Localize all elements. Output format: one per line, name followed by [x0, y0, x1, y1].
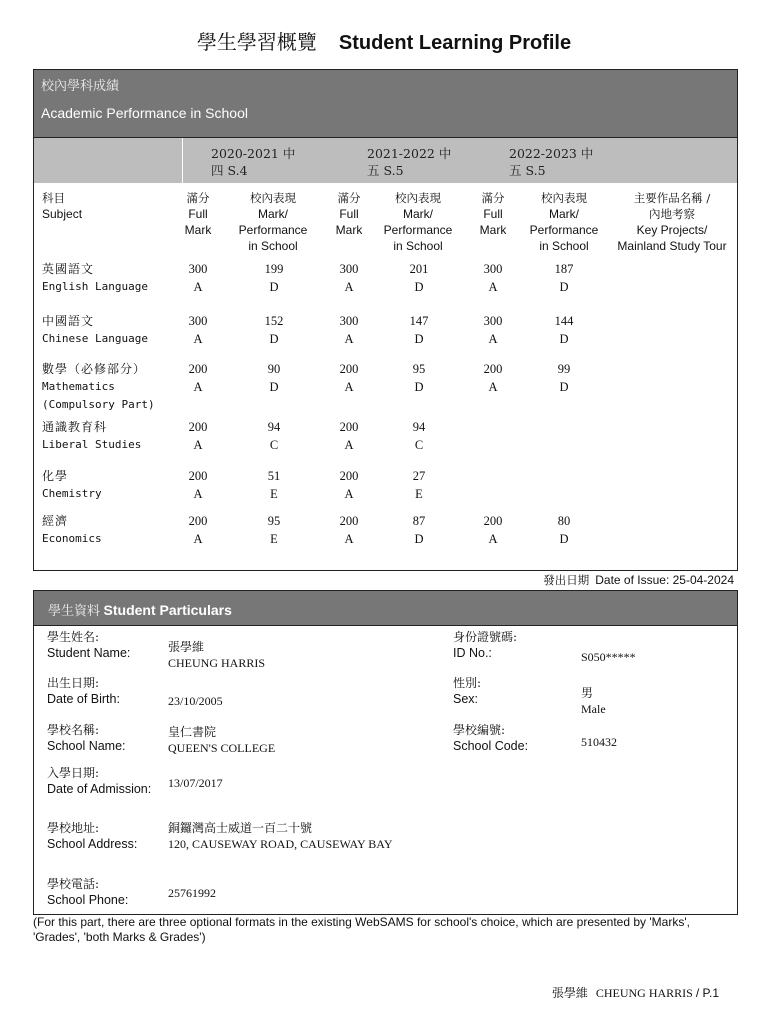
performance-cell-value: 99 [557, 362, 571, 376]
performance-cell-grade: D [269, 380, 279, 394]
header-en: Mark [335, 223, 363, 237]
performance-cell-grade: C [269, 438, 279, 452]
address-label [47, 820, 137, 852]
full-mark-cell [324, 467, 374, 503]
performance-cell [394, 467, 444, 503]
label-zh: 學校地址: [47, 821, 100, 835]
subject-name [42, 512, 102, 548]
label-en: School Code: [453, 739, 529, 753]
school-name-label [47, 722, 126, 754]
value-en: 120, CAUSEWAY ROAD, CAUSEWAY BAY [168, 837, 393, 851]
full-mark-cell-grade: A [488, 332, 498, 346]
performance-cell-value: 201 [409, 262, 429, 276]
performance-cell [249, 512, 299, 548]
full-mark-cell-value: 200 [339, 469, 359, 483]
full-mark-cell [324, 312, 374, 348]
performance-cell-grade: D [414, 380, 424, 394]
full-mark-cell-grade: A [193, 438, 203, 452]
label-zh: 身份證號碼: [453, 630, 518, 644]
address-value [168, 820, 392, 852]
full-mark-cell-value: 200 [188, 420, 208, 434]
performance-cell [249, 467, 299, 503]
full-mark-cell [324, 360, 374, 396]
particulars-header [34, 591, 737, 626]
issue-label-zh: 發出日期 [543, 573, 590, 587]
performance-cell-grade: D [559, 532, 569, 546]
subject-name-en: Chinese Language [42, 332, 148, 345]
full-mark-cell [324, 260, 374, 296]
performance-cell-value: 90 [267, 362, 281, 376]
performance-cell-value: 95 [412, 362, 426, 376]
header-en: in School [248, 239, 298, 253]
header-en: Full [483, 207, 503, 221]
performance-cell-value: 95 [267, 514, 281, 528]
value-zh: 男 [581, 686, 594, 700]
phone-label [47, 876, 128, 908]
header-en: Subject [42, 207, 83, 221]
school-code-value: 510432 [581, 735, 617, 749]
header-zh: 主要作品名稱 / [633, 191, 711, 205]
performance-cell-value: 199 [264, 262, 284, 276]
performance-cell [539, 360, 589, 396]
full-mark-cell-value: 200 [188, 514, 208, 528]
full-mark-cell [173, 312, 223, 348]
performance-cell-grade: D [269, 332, 279, 346]
full-mark-cell-value: 200 [339, 420, 359, 434]
year-band [34, 138, 737, 183]
subject-name-en: English Language [42, 280, 148, 293]
header-zh: 內地考察 [649, 207, 695, 221]
document-title [0, 26, 768, 55]
full-mark-cell-value: 300 [188, 262, 208, 276]
label-zh: 學校名稱: [47, 723, 100, 737]
academic-performance-section [33, 69, 738, 571]
full-mark-cell-value: 200 [339, 514, 359, 528]
page-footer [552, 984, 719, 1001]
academic-header [34, 70, 737, 138]
header-en: Performance [383, 223, 453, 237]
header-zh: 校內表現 [541, 191, 587, 205]
form-label: 四 S.4 [211, 163, 248, 178]
subject-name [42, 467, 102, 503]
header-en: Performance [529, 223, 599, 237]
performance-cell-grade: E [270, 532, 278, 546]
label-en: School Address: [47, 837, 138, 851]
performance-cell [249, 312, 299, 348]
subject-name-zh: 化學 [42, 469, 69, 483]
full-mark-cell-value: 200 [339, 362, 359, 376]
full-mark-cell-grade: A [344, 487, 354, 501]
performance-cell-value: 94 [412, 420, 426, 434]
full-mark-cell [173, 360, 223, 396]
performance-cell-grade: D [269, 280, 279, 294]
performance-cell-grade: D [414, 280, 424, 294]
label-zh: 學生姓名: [47, 630, 100, 644]
subject-column-header [42, 190, 122, 222]
performance-cell [394, 260, 444, 296]
admission-label [47, 765, 151, 797]
performance-cell-grade: D [559, 280, 569, 294]
performance-cell [394, 512, 444, 548]
full-mark-cell-grade: A [193, 332, 203, 346]
performance-cell [394, 418, 444, 454]
header-en: Full [188, 207, 208, 221]
full-mark-cell [173, 467, 223, 503]
performance-cell-value: 87 [412, 514, 426, 528]
subject-name [42, 360, 155, 414]
year-label: 2021-2022 中 [367, 146, 452, 161]
full-mark-cell-grade: A [488, 280, 498, 294]
form-label: 五 S.5 [509, 163, 546, 178]
year-column-1 [211, 145, 295, 179]
full-mark-cell-grade: A [344, 380, 354, 394]
header-zh: 滿分 [186, 191, 210, 205]
format-note: (For this part, there are three optional formats in the existing WebSAMS for school's choice, which are presented by 'Marks', 'Grades', 'both Marks & Grades') [33, 915, 690, 944]
full-mark-cell-value: 300 [339, 314, 359, 328]
date-of-issue [543, 572, 734, 588]
header-en: Full [339, 207, 359, 221]
id-label [453, 629, 517, 661]
year-column-2 [367, 145, 451, 179]
header-zh: 校內表現 [395, 191, 441, 205]
full-mark-cell [324, 512, 374, 548]
subject-name-zh: 數學（必修部分） [42, 362, 147, 376]
subject-name-en: Economics [42, 532, 102, 545]
performance-cell-value: 187 [554, 262, 574, 276]
header-en: Mark/ [258, 207, 288, 221]
value-en: CHEUNG HARRIS [168, 656, 266, 670]
header-zh: 科目 [42, 191, 65, 205]
header-zh: 校內表現 [250, 191, 296, 205]
full-mark-cell-value: 200 [188, 362, 208, 376]
performance-cell [539, 312, 589, 348]
year-label: 2022-2023 中 [509, 146, 594, 161]
year-band-divider [182, 138, 183, 183]
academic-heading-zh: 校內學科成績 [41, 79, 120, 94]
label-en: School Phone: [47, 893, 129, 907]
full-mark-cell-value: 300 [339, 262, 359, 276]
full-mark-cell-grade: A [488, 380, 498, 394]
full-mark-cell [173, 512, 223, 548]
header-zh: 滿分 [481, 191, 505, 205]
header-en: Mark/ [403, 207, 433, 221]
full-mark-header [324, 190, 374, 238]
full-mark-cell-value: 300 [483, 262, 503, 276]
subject-name-zh: 經濟 [42, 514, 69, 528]
performance-cell [249, 418, 299, 454]
value-en: Male [581, 702, 606, 716]
title-en: Student Learning Profile [338, 32, 572, 54]
student-particulars-section [33, 590, 738, 915]
value-zh: 銅鑼灣高士威道一百二十號 [168, 821, 313, 835]
performance-cell [249, 260, 299, 296]
admission-value: 13/07/2017 [168, 776, 223, 790]
label-zh: 入學日期: [47, 766, 100, 780]
performance-cell-grade: D [414, 332, 424, 346]
label-en: School Name: [47, 739, 126, 753]
full-mark-cell-grade: A [193, 487, 203, 501]
performance-cell-value: 80 [557, 514, 571, 528]
dob-label [47, 675, 120, 707]
full-mark-cell-value: 300 [483, 314, 503, 328]
header-en: Mark [479, 223, 507, 237]
subject-name [42, 312, 148, 348]
header-zh: 滿分 [337, 191, 361, 205]
label-en: Date of Admission: [47, 782, 152, 796]
form-label: 五 S.5 [367, 163, 404, 178]
performance-cell-grade: D [559, 380, 569, 394]
value-zh: 皇仁書院 [168, 725, 217, 739]
header-en: Key Projects/ [636, 223, 708, 237]
full-mark-cell [468, 312, 518, 348]
full-mark-cell [468, 512, 518, 548]
full-mark-cell [173, 418, 223, 454]
performance-cell-value: 27 [412, 469, 426, 483]
dob-value: 23/10/2005 [168, 694, 223, 708]
full-mark-cell-grade: A [193, 532, 203, 546]
full-mark-cell-value: 200 [483, 362, 503, 376]
full-mark-header [173, 190, 223, 238]
performance-cell-grade: D [559, 332, 569, 346]
performance-cell-grade: D [414, 532, 424, 546]
value-en: QUEEN'S COLLEGE [168, 741, 276, 755]
performance-header [229, 190, 317, 254]
issue-label-en: Date of Issue: 25-04-2024 [595, 573, 734, 587]
label-en: Sex: [453, 692, 479, 706]
label-zh: 性別: [453, 676, 482, 690]
label-en: ID No.: [453, 646, 492, 660]
value-zh: 張學維 [168, 640, 205, 654]
year-column-3 [509, 145, 593, 179]
performance-cell [539, 512, 589, 548]
full-mark-header [468, 190, 518, 238]
full-mark-cell-grade: A [344, 532, 354, 546]
subject-name-en: (Compulsory Part) [42, 398, 155, 411]
header-en: in School [539, 239, 589, 253]
school-name-value [168, 724, 275, 756]
header-en: Mark/ [549, 207, 579, 221]
label-en: Date of Birth: [47, 692, 120, 706]
performance-cell-grade: E [415, 487, 423, 501]
particulars-heading-en: Student Particulars [103, 602, 232, 618]
footer-name-en: CHEUNG HARRIS [595, 986, 693, 1000]
performance-header [520, 190, 608, 254]
full-mark-cell-value: 200 [483, 514, 503, 528]
full-mark-cell [468, 260, 518, 296]
performance-cell [394, 360, 444, 396]
sex-value [581, 685, 606, 717]
subject-name-en: Chemistry [42, 487, 102, 500]
subject-name [42, 260, 148, 296]
full-mark-cell-value: 200 [188, 469, 208, 483]
label-en: Student Name: [47, 646, 131, 660]
header-en: in School [393, 239, 443, 253]
sex-label [453, 675, 481, 707]
full-mark-cell-grade: A [344, 438, 354, 452]
full-mark-cell-grade: A [193, 280, 203, 294]
full-mark-cell [468, 360, 518, 396]
performance-header [374, 190, 462, 254]
performance-cell [394, 312, 444, 348]
performance-cell-grade: C [414, 438, 424, 452]
subject-name-zh: 通識教育科 [42, 420, 108, 434]
full-mark-cell [173, 260, 223, 296]
performance-cell-grade: E [270, 487, 278, 501]
performance-cell [249, 360, 299, 396]
header-en: Mark [184, 223, 212, 237]
subject-name-en: Liberal Studies [42, 438, 142, 451]
student-name-label [47, 629, 130, 661]
header-en: Mainland Study Tour [617, 239, 727, 253]
subject-name-en: Mathematics [42, 380, 115, 393]
school-code-label [453, 722, 528, 754]
full-mark-cell-grade: A [488, 532, 498, 546]
performance-cell-value: 51 [267, 469, 281, 483]
performance-cell-value: 144 [554, 314, 574, 328]
year-label: 2020-2021 中 [211, 146, 296, 161]
full-mark-cell [324, 418, 374, 454]
full-mark-cell-grade: A [344, 280, 354, 294]
subject-name-zh: 英國語文 [42, 262, 95, 276]
full-mark-cell-grade: A [193, 380, 203, 394]
student-name-value [168, 639, 265, 671]
subject-name-zh: 中國語文 [42, 314, 95, 328]
performance-cell-value: 147 [409, 314, 429, 328]
header-en: Performance [238, 223, 308, 237]
performance-cell-value: 152 [264, 314, 284, 328]
academic-heading-en: Academic Performance in School [41, 105, 248, 121]
full-mark-cell-grade: A [344, 332, 354, 346]
page-number: / P.1 [695, 986, 719, 1000]
footer-name-zh: 張學維 [551, 986, 588, 1000]
label-zh: 學校電話: [47, 877, 100, 891]
label-zh: 出生日期: [47, 676, 100, 690]
key-projects-header [608, 190, 736, 254]
label-zh: 學校編號: [453, 723, 506, 737]
performance-cell [539, 260, 589, 296]
performance-cell-value: 94 [267, 420, 281, 434]
subject-name [42, 418, 141, 454]
particulars-heading-zh: 學生資料 [48, 604, 101, 619]
phone-value: 25761992 [168, 886, 216, 900]
id-value: S050***** [581, 650, 636, 664]
title-zh: 學生學習概覽 [196, 30, 317, 54]
full-mark-cell-value: 300 [188, 314, 208, 328]
